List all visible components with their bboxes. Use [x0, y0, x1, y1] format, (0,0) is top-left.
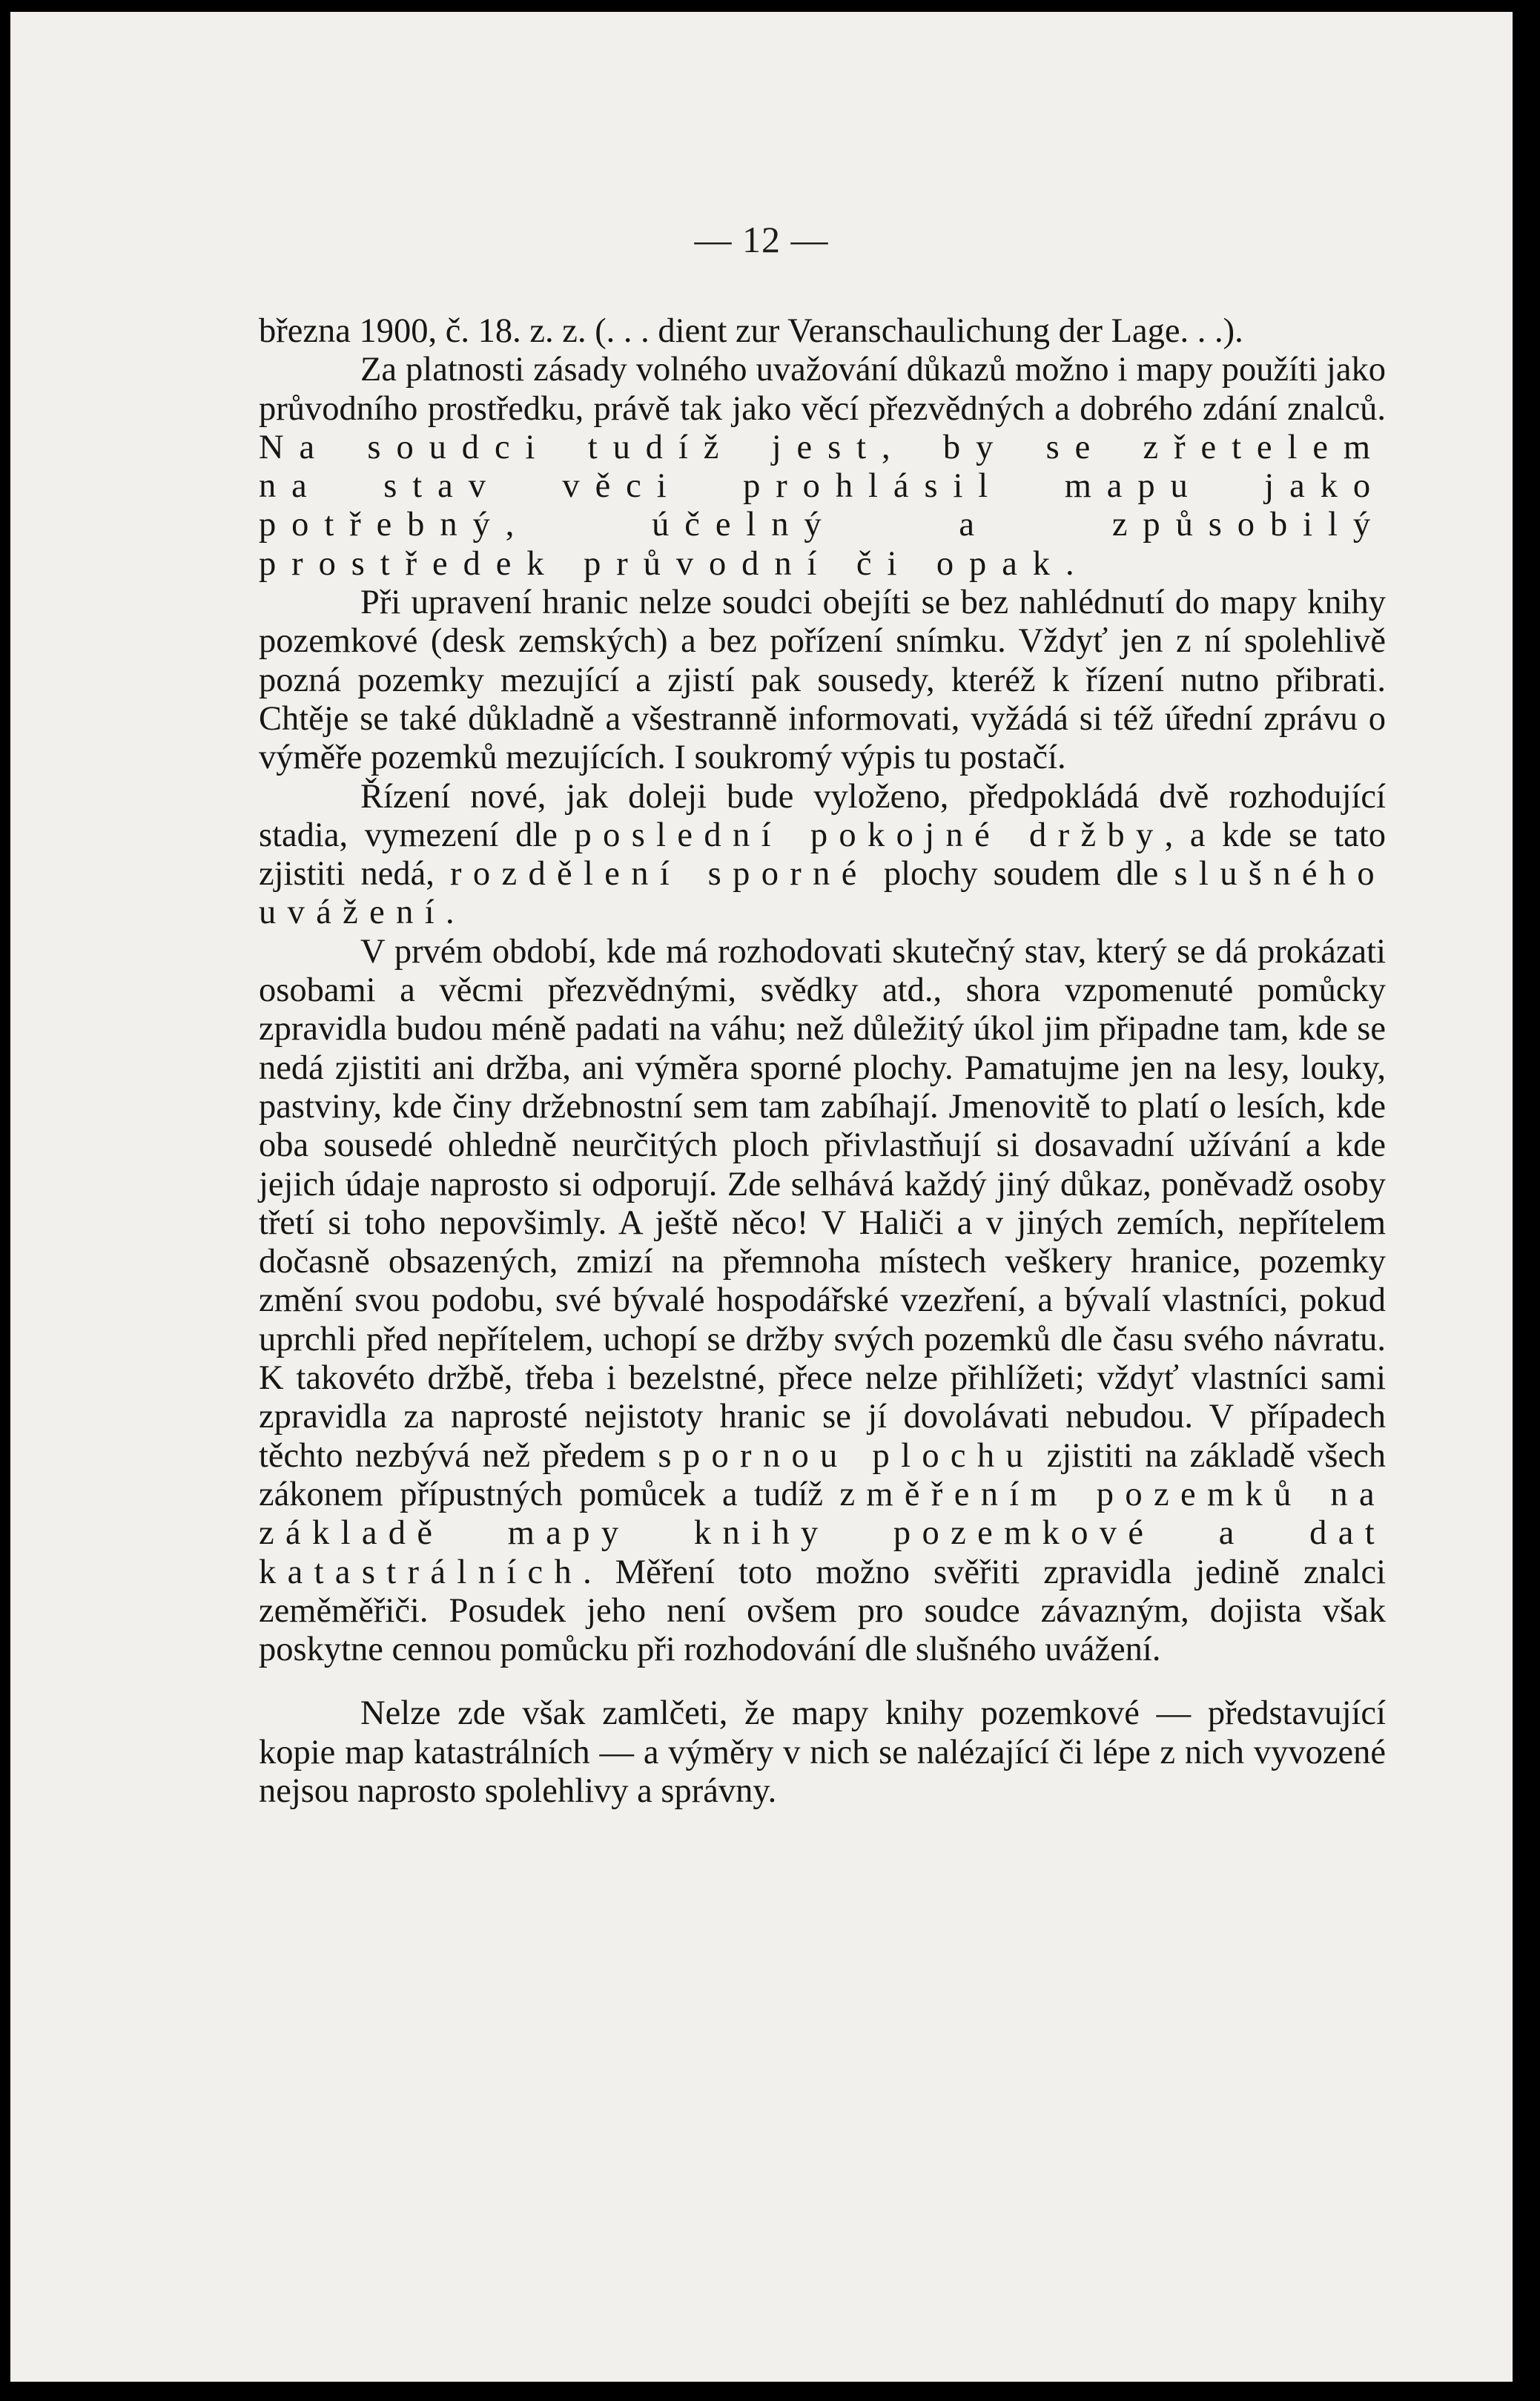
text-run: Při upravení hranic nelze soudci obejíti se bez nahlédnutí do mapy knihy pozemkové (desk zemských) a bez pořízení snímku. Vždyť jen z ní spolehlivě pozná pozemky mezující a zjistí pak sousedy, kteréž k řízení nutno přibrati. Chtěje se také důkladně a všestranně informovati, vyžádá si též úřední zprávu o výměře pozemků mezujících. I soukromý výpis tu postačí.: [259, 584, 1386, 777]
text-run: Za platnosti zásady volného uvažování důkazů možno i mapy použíti jako průvodního prostředku, právě tak jako věcí přezvědných a dobrého zdání znalců.: [259, 351, 1386, 428]
paragraph: [259, 584, 1386, 777]
page-number: — 12 —: [694, 219, 829, 260]
text-run: března 1900, č. 18. z. z. (. . . dient zur Veranschaulichung der Lage. . .).: [259, 312, 1243, 350]
text-run: plochy soudem dle: [868, 855, 1174, 894]
paragraph: [259, 933, 1386, 1670]
text-run: zjistiti na základě všech zákonem přípustných pomůcek a tudíž: [259, 1436, 1386, 1513]
paragraph: [259, 1694, 1386, 1811]
spaced-emphasis: Na soudci tudíž jest, by se zřetelem na stav věci prohlásil mapu jako potřebný, účelný a způsobilý prostředek průvodní či opak.: [259, 428, 1386, 583]
paragraph: [259, 351, 1386, 584]
text-run: V prvém období, kde má rozhodovati skutečný stav, který se dá prokázati osobami a věcmi přezvědnými, svědky atd., shora vzpomenuté pomůcky zpravidla budou méně padati na váhu; než důležitý úkol jim připadne tam, kde se nedá zjistiti ani držba, ani výměra sporné plochy. Pamatujme jen na lesy, louky, pastviny, kde činy držebnostní sem tam zabíhají. Jmenovitě to platí o lesích, kde oba sousedé ohledně neurčitých ploch přivlastňují si dosavadní užívání a kde jejich údaje naprosto si odporují. Zde selhává každý jiný důkaz, poněvadž osoby třetí si toho nepovšimly. A ještě něco! V Haliči a v jiných zemích, nepřítelem dočasně obsazených, zmizí na přemnoha místech veškery hranice, pozemky změní svou podobu, své bývalé hospodářské vzezření, a bývalí vlastníci, pokud uprchli před nepřítelem, uchopí se držby svých pozemků dle času svého návratu. K takovéto držbě, třeba i bezelstné, přece nelze přihlížeti; vždyť vlastníci sami zpravidla za naprosté nejistoty hranic se jí dovolávati nebudou. V případech těchto nezbývá než předem: [259, 932, 1386, 1475]
text-run: . Měření toto možno svěřiti zpravidla jedině znalci zeměměřiči. Posudek jeho není ovšem pro soudce závazným, dojista však poskytne cennou pomůcku při rozhodování dle slušného uvážení.: [259, 1553, 1386, 1669]
spaced-emphasis: změřením pozemků na základě mapy knihy pozemkové a dat katastrálních: [259, 1475, 1386, 1591]
spaced-emphasis: rozdělení sporné: [450, 855, 868, 894]
paragraph: [259, 778, 1386, 933]
text-run: , a kde se tato zjistiti nedá,: [259, 816, 1386, 894]
paragraph: [259, 312, 1386, 351]
spaced-emphasis: slušného uvážení: [259, 855, 1386, 932]
book-page: [10, 12, 1513, 2382]
text-run: Nelze zde však zamlčeti, že mapy knihy pozemkové — představující kopie map katastrálních — a výměry v nich se nalézající či lépe z nich vyvozené nejsou naprosto spolehlivy a správny.: [259, 1694, 1386, 1810]
text-run: .: [446, 894, 455, 932]
body-text: [259, 312, 1386, 1811]
spaced-emphasis: spornou plochu: [658, 1436, 1035, 1475]
spaced-emphasis: poslední pokojné držby: [574, 816, 1165, 854]
text-run: Řízení nové, jak doleji bude vyloženo, předpokládá dvě rozhodující stadia, vymezení dle: [259, 777, 1386, 854]
